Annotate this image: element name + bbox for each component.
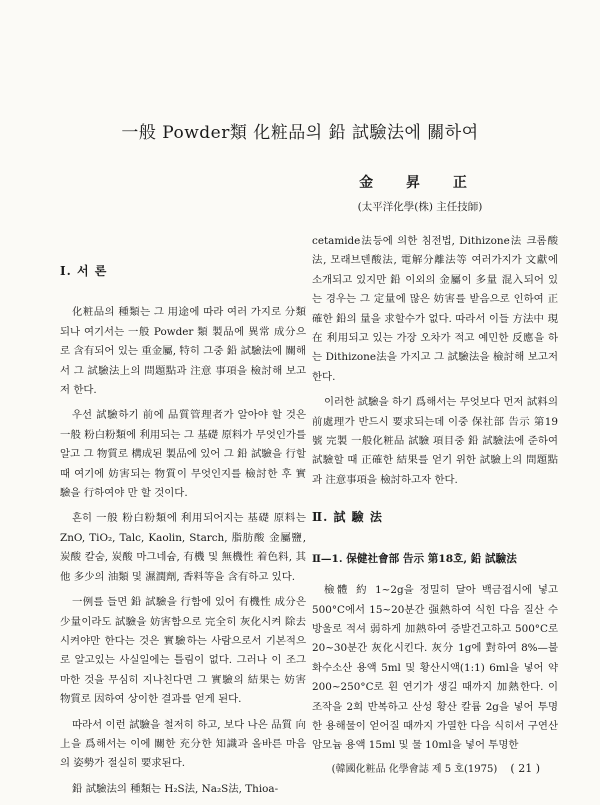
paragraph: 우선 試驗하기 前에 品質管理者가 알아야 할 것은 一般 粉白粉類에 利用되는 그 基礎 原料가 무엇인가를 알고 그 物質로 構成된 製品에 있어 그 鉛 試驗을 行할 때 여기에 妨害되는 物質이 무엇인지를 檢討한 후 實驗을 行하여야 만 할 것이다. [60, 409, 306, 500]
author-block [310, 172, 530, 214]
paragraph: 化粧品의 種類는 그 用途에 따라 여러 가지로 分類되나 여기서는 一般 Powder 類 製品에 異常 成分으로 含有되어 있는 重金屬, 特히 그중 鉛 試驗法에 關해서 그 試驗法上의 問題點과 注意 事項을 檢討해 보고저 한다. [60, 306, 306, 397]
left-column [60, 240, 306, 805]
paper-title: 一般 Powder類 化粧品의 鉛 試驗法에 關하여 [121, 123, 479, 143]
author-affiliation: (太平洋化學(株) 主任技師) [357, 201, 483, 213]
section-heading-method: Ⅱ. 試 驗 法 [312, 510, 383, 525]
paragraph: 檢體 約 1~2g을 정밀히 달아 백금접시에 넣고 500°C에서 15~20분간 强熱하여 식힌 다음 질산 수방울로 적셔 弱하게 加熱하여 증발건고하고 500°C로 20~30분간 灰化시킨다. 灰分 1g에 對하여 8%—불화수소산 용액 5ml 및 황산시액(1:1) 6ml을 넣어 약 200~250°C로 흰 연기가 생길 때까지 加熱한다. 이 조작을 2회 반복하고 산성 황산 칼륨 2g을 넣어 투명한 용해물이 얻어질 때까지 가열한 다음 식히서 구연산 암모늄 용액 15ml 및 물 10ml을 넣어 투명한 [312, 584, 558, 752]
paragraph: 一例를 들면 鉛 試驗을 行함에 있어 有機性 成分은 少量이라도 試驗을 妨害함으로 完全히 灰化시켜 除去 시켜야만 한다는 것은 實驗하는 사람으로서 기본적으로 알고있는 사실일에는 틀림이 없다. 그러나 이 조그마한 것을 무심히 지나친다면 그 實驗의 結果는 妨害物質로 因하여 상이한 결과를 얻게 된다. [60, 596, 306, 706]
paragraph: cetamide法등에 의한 침전법, Dithizone法 크롬酸法, 모래브덴酸法, 電解分離法等 여러가지가 文獻에 소개되고 있지만 鉛 이외의 金屬이 多量 混入되어 있는 경우는 그 定量에 많은 妨害를 받음으로 인하여 正確한 鉛의 量을 求할수가 없다. 따라서 이들 方法中 現在 利用되고 있는 가장 오차가 적고 예민한 反應을 하는 Dithizone法을 가지고 그 試驗法을 檢討해 보고저 한다. [312, 235, 558, 383]
subsection-heading: Ⅱ—1. 保健社會部 告示 第18호, 鉛 試驗法 [312, 552, 517, 565]
right-column [312, 232, 558, 762]
paragraph: 이러한 試驗을 하기 爲해서는 무엇보다 먼저 試料의 前處理가 반드시 要求되는데 이중 保社部 告示 第19號 完製 一般化粧品 試驗 項目중 鉛 試驗法에 준하여 試驗할 때 正確한 結果를 얻기 위한 試驗上의 問題點과 注意事項을 檢討하고자 한다. [312, 396, 558, 486]
section-heading-introduction: Ⅰ. 서 론 [60, 264, 108, 278]
paragraph: 鉛 試驗法의 種類는 H₂S法, Na₂S法, Thioa- [72, 782, 279, 795]
journal-citation: (韓國化粧品 化學會誌 제 5 호(1975) [331, 764, 498, 775]
paragraph: 흔히 一般 粉白粉類에 利用되어지는 基礎 原料는 ZnO, TiO₂, Talc, Kaolin, Starch, 脂肪酸 金屬鹽, 炭酸 칼숨, 炭酸 마그네슘, 有機 및 無機性 着色料, 其他 多少의 油類 및 濕潤劑, 香料等을 含有하고 있다. [60, 512, 306, 583]
page-number: ( 21 ) [510, 762, 540, 775]
author-name: 金 昇 正 [359, 175, 481, 191]
paragraph: 따라서 이런 試驗을 철저히 하고, 보다 나은 品質 向上을 爲해서는 이에 關한 充分한 知識과 올바른 마음의 姿勢가 절실히 要求된다. [60, 718, 306, 770]
page-footer [332, 760, 540, 775]
